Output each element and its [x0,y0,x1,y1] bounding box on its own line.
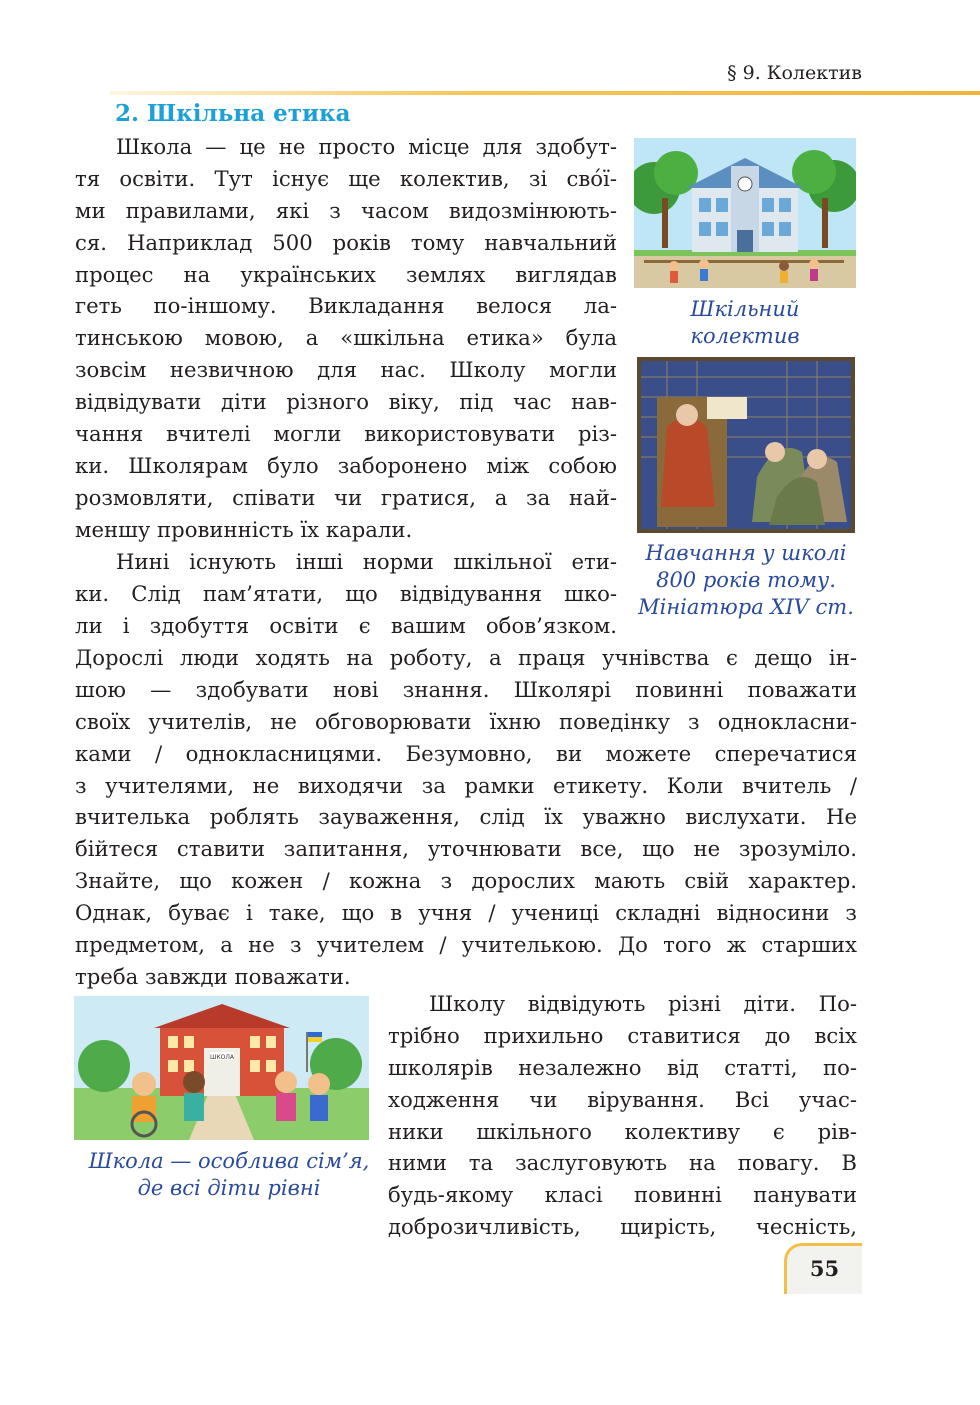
text-line: тинською мовою, а «шкільна етика» була [75,325,617,351]
page-number-tab [784,1243,862,1294]
text-line: ли і здобуття освіти є вашим обов’язком. [75,612,617,638]
text-line: ками / однокласницями. Безумовно, ви можете сперечатися [75,740,857,766]
caption-family [74,1148,384,1202]
text-line: відвідувати діти різного віку, під час нав- [75,389,617,415]
paragraph-1 [75,131,617,546]
text-line: вчителька роблять зауваження, слід їх уважно вислухати. Не [75,804,857,830]
text-line: Однак, буває і таке, що в учня / учениці складні відносини з [75,900,857,926]
school-collective-illustration [634,138,856,288]
running-header: § 9. Колектив [727,62,862,84]
text-line: будь-якому класі повинні панувати [388,1182,857,1208]
text-line: ходження чи вірування. Всі учас- [388,1086,857,1112]
section-title: 2. Шкільна етика [115,100,351,127]
text-line: Нині існують інші норми шкільної ети- [116,549,617,574]
caption-line: Школа — особлива сім’я, [88,1149,370,1173]
caption-line: Навчання у школі [645,541,847,565]
caption-medieval [624,540,868,621]
school-sign-text: ШКОЛА [209,1054,235,1061]
text-line: ся. Наприклад 500 років тому навчальний [75,229,617,255]
page-number: 55 [809,1256,840,1281]
caption-line: колектив [690,324,800,348]
text-line: треба завжди поважати. [75,963,351,989]
text-line: доброзичливість, щирість, чесність, [388,1214,857,1240]
caption-line: 800 років тому. [656,568,836,592]
caption-line: Мініатюра XIV ст. [638,595,854,619]
text-line: Школу відвідують різні діти. По- [429,991,857,1016]
paragraph-2-narrow [75,546,617,642]
text-line: з учителями, не виходячи за рамки етикету. Коли вчитель / [75,772,857,798]
caption-school-collective [634,296,856,350]
text-line: Школа — це не просто місце для здобут- [116,134,617,159]
text-line: розмовляти, співати чи гратися, а за най- [75,484,617,510]
text-line: процес на українських землях виглядав [75,261,617,287]
text-line: зовсім незвичною для нас. Школу могли [75,357,617,383]
paragraph-3 [388,988,857,1243]
caption-line: де всі діти рівні [137,1176,321,1200]
text-line: меншу провинність їх карали. [75,516,413,542]
text-line: бійтеся ставити запитання, уточнювати все, що не зрозуміло. [75,836,857,862]
text-line: ники шкільного колективу є рів- [388,1118,857,1144]
header-rule [110,91,980,95]
text-line: геть по-іншому. Викладання велося ла- [75,293,617,319]
text-line: Дорослі люди ходять на роботу, а праця учнівства є дещо ін- [75,645,857,670]
text-line: своїх учителів, не обговорювати їхню поведінку з однокласни- [75,708,857,734]
paragraph-2-wide [75,642,857,993]
text-line: Знайте, що кожен / кожна з дорослих мають свій характер. [75,868,857,894]
text-line: школярів незалежно від статті, по- [388,1054,857,1080]
text-line: предметом, а не з учителем / учителькою. До того ж старших [75,932,857,958]
caption-line: Шкільний [690,297,800,321]
text-line: ми правилами, які з часом видозмінюють- [75,197,617,223]
text-line: трібно прихильно ставитися до всіх [388,1022,857,1048]
text-line: шою — здобувати нові знання. Школярі повинні поважати [75,676,857,702]
school-family-illustration [74,996,369,1140]
text-line: ки. Школярам було заборонено між собою [75,452,617,478]
text-line: чання вчителі могли використовувати різ- [75,421,617,447]
text-line: тя освіти. Тут існує ще колектив, зі сво́ї- [75,165,617,191]
text-line: ними та заслуговують на повагу. В [388,1150,857,1176]
text-line: ки. Слід пам’ятати, що відвідування шко- [75,580,617,606]
medieval-miniature-image [637,357,855,533]
